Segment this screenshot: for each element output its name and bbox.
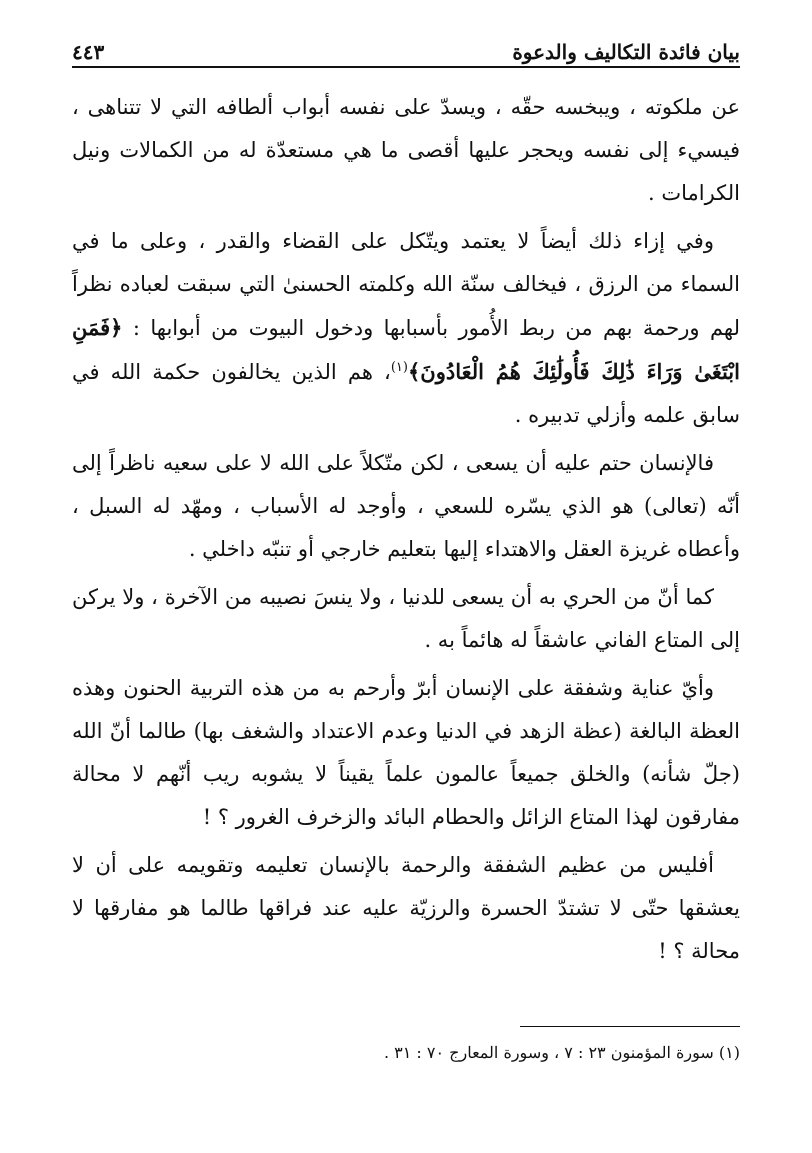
paragraph: أفليس من عظيم الشفقة والرحمة بالإنسان تعليمه وتقويمه على أن لا يعشقها حتّى لا تشتدّ الحسرة والرزيّة عليه عند فراقها طالما هو مفارقها لا محالة ؟ !: [72, 853, 740, 963]
paragraph: عن ملكوته ، ويبخسه حقّه ، ويسدّ على نفسه أبواب ألطافه التي لا تتناهى ، فيسيء إلى نفسه ويحجر عليها أقصى ما هي مستعدّة له من الكمالات ونيل الكرامات .: [72, 95, 740, 205]
paragraph-with-quran: [72, 220, 740, 437]
page-header: [72, 30, 740, 64]
paragraph: وأيّ عناية وشفقة على الإنسان أبرّ وأرحم به من هذه التربية الحنون وهذه العظة البالغة (عظة الزهد في الدنيا وعدم الاعتداد والشغف بها) طالما أنّ الله (جلّ شأنه) والخلق جميعاً عالمون علماً يقيناً لا يشوبه ريب أنّهم لا محالة مفارقون لهذا المتاع الزائل والحطام البائد والزخرف الغرور ؟ !: [72, 676, 740, 829]
footnote-ref: (١): [390, 360, 408, 375]
quran-verse: ﴿فَمَنِ ابْتَغَىٰ وَرَاءَ ذَٰلِكَ فَأُولَٰئِكَ هُمُ الْعَادُونَ﴾: [72, 315, 740, 384]
running-title: بيان فائدة التكاليف والدعوة: [512, 40, 740, 64]
paragraph: كما أنّ من الحري به أن يسعى للدنيا ، ولا ينسَ نصيبه من الآخرة ، ولا يركن إلى المتاع الفاني عاشقاً له هائماً به .: [72, 585, 740, 652]
paragraph: فالإنسان حتم عليه أن يسعى ، لكن متّكلاً على الله لا على سعيه ناظراً إلى أنّه (تعالى) هو الذي يسّره للسعي ، وأوجد له الأسباب ، ومهّد له السبل ، وأعطاه غريزة العقل والاهتداء إليها بتعليم خارجي أو تنبّه داخلي .: [72, 451, 740, 561]
paragraph-text: وفي إزاء ذلك أيضاً لا يعتمد ويتّكل على القضاء والقدر ، وعلى ما في السماء من الرزق ، فيخالف سنّة الله وكلمته الحسنىٰ التي سبقت لعباده نظراً لهم ورحمة بهم من ربط الأُمور بأسبابها ودخول البيوت من أبوابها :: [72, 229, 741, 340]
footnote: (١) سورة المؤمنون ٢٣ : ٧ ، وسورة المعارج ٧٠ : ٣١ .: [383, 1043, 740, 1062]
page-number: ٤٤٣: [72, 40, 105, 64]
header-divider: [72, 66, 740, 68]
footnote-divider: [520, 1026, 740, 1027]
main-text: [72, 86, 740, 978]
paragraph-text: ، هم الذين يخالفون حكمة الله في سابق علمه وأزلي تدبيره .: [72, 360, 740, 427]
